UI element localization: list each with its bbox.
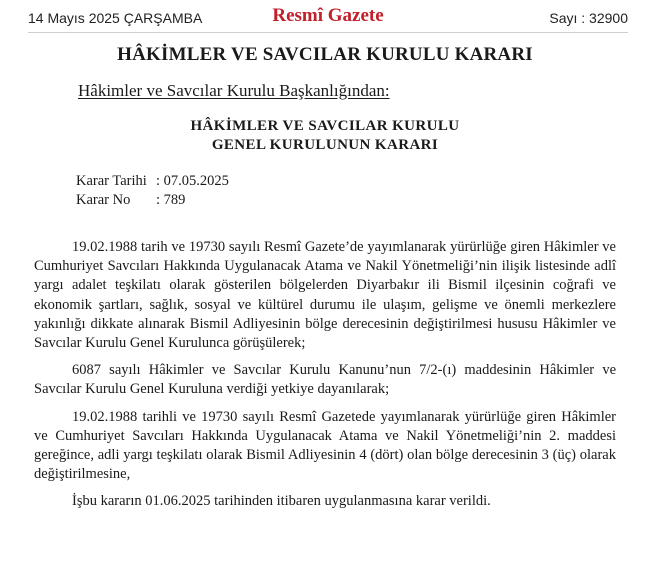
decision-date-label: Karar Tarihi	[76, 173, 147, 189]
paragraph: 19.02.1988 tarihli ve 19730 sayılı Resmî Gazetede yayımlanarak yürürlüğe giren Hâkimler ve Cumhuriyet Savcıları Hakkında Uygulanacak Atama ve Nakil Yönetmeliği’nin 2. maddesi gereğince, adli yargı teşkilatı olarak Bismil Adliyesinin 4 (dört) olan bölge derecesinin 3 (üç) olarak değiştirilmesine,	[34, 408, 616, 483]
board-title-line-1: HÂKİMLER VE SAVCILAR KURULU	[190, 118, 460, 134]
issuing-authority: Hâkimler ve Savcılar Kurulu Başkanlığından:	[78, 81, 390, 100]
board-title-line-2: GENEL KURULUNUN KARARI	[211, 137, 439, 153]
gazette-header	[28, 4, 628, 33]
paragraph: 19.02.1988 tarih ve 19730 sayılı Resmî Gazete’de yayımlanarak yürürlüğe giren Hâkimler ve Cumhuriyet Savcıları Hakkında Uygulanacak Atama ve Nakil Yönetmeliği’nin ilişik listesinde adlî yargı adalet teşkilatı olarak gösterilen bölgelerden Diyarbakır ili Bismil ilçesinin coğrafi ve ekonomik şartları, sağlık, sosyal ve kültürel durumu ile ulaşım, gelişme ve önemli merkezlere yakınlığı dikkate alınarak Bismil Adliyesinin bölge derecesinin değiştirilmesi hususu Hâkimler ve Savcılar Kurulu Genel Kurulunca görüşülerek;	[34, 239, 616, 352]
decision-body	[34, 238, 616, 520]
decision-date-row	[76, 172, 229, 191]
decision-meta	[76, 172, 229, 210]
publication-date: 14 Mayıs 2025 ÇARŞAMBA	[28, 10, 203, 26]
paragraph: İşbu kararın 01.06.2025 tarihinden itibaren uygulanmasına karar verildi.	[72, 493, 491, 510]
gazette-title: Resmî Gazete	[272, 5, 384, 26]
main-title: HÂKİMLER VE SAVCILAR KURULU KARARI	[117, 44, 533, 65]
decision-no-value: : 789	[156, 192, 186, 208]
decision-no-row	[76, 191, 229, 210]
paragraph: 6087 sayılı Hâkimler ve Savcılar Kurulu Kanunu’nun 7/2-(ı) maddesinin Hâkimler ve Savcılar Kurulu Genel Kuruluna verdiği yetkiye dayanılarak;	[34, 362, 616, 398]
board-title	[0, 117, 650, 155]
decision-date-value: : 07.05.2025	[156, 173, 229, 189]
issue-number: Sayı : 32900	[549, 10, 628, 26]
decision-no-label: Karar No	[76, 192, 131, 208]
